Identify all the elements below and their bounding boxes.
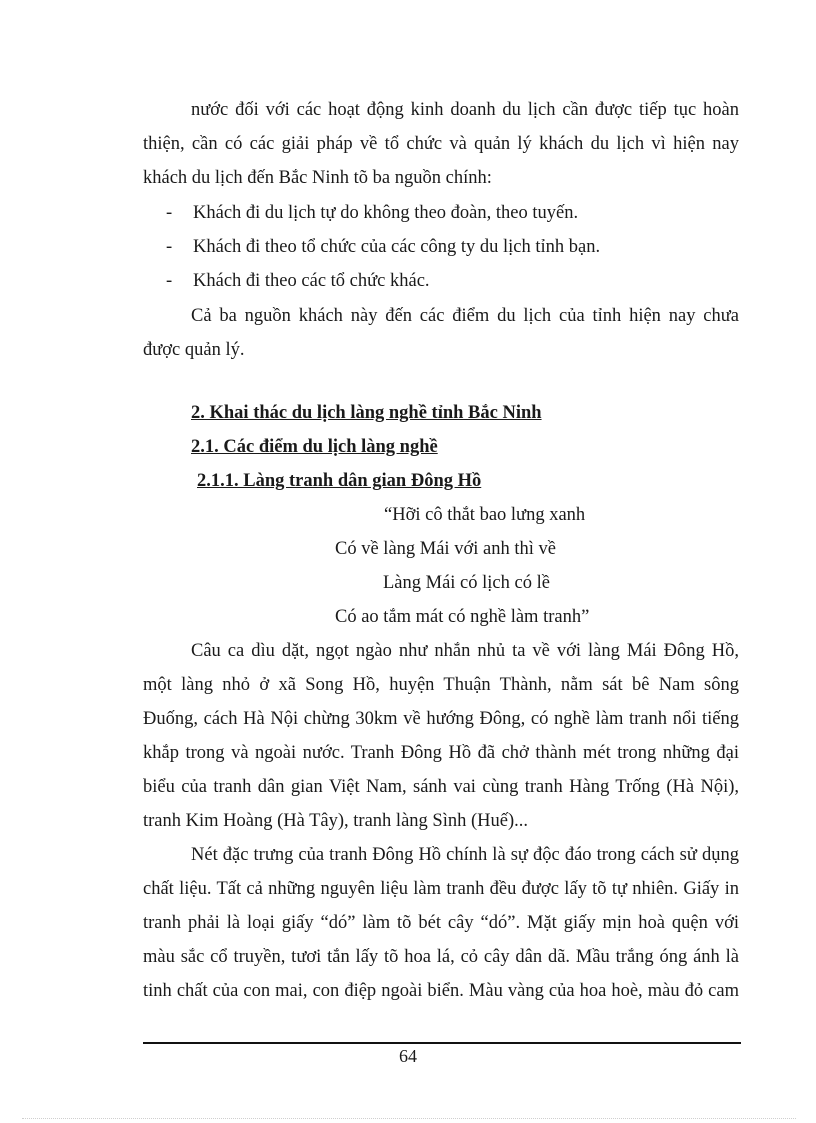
paragraph-line: biểu của tranh dân gian Việt Nam, sánh vai cùng tranh Hàng Trống (Hà Nội), <box>143 777 739 797</box>
paragraph-line: Đuống, cách Hà Nội chừng 30km về hướng Đông, có nghề làm tranh nổi tiếng <box>143 709 739 729</box>
footer-divider <box>143 1042 741 1044</box>
subsection-heading: 2.1. Các điểm du lịch làng nghề <box>191 437 438 457</box>
verse-line: Có về làng Mái với anh thì về <box>335 539 556 559</box>
verse-line: Làng Mái có lịch có lề <box>383 573 550 593</box>
page-number: 64 <box>399 1046 417 1066</box>
page-edge-dotted-line <box>22 1118 796 1119</box>
paragraph-line: chất liệu. Tất cả những nguyên liệu làm tranh đều được lấy tõ tự nhiên. Giấy in <box>143 879 739 899</box>
bullet-item: Khách đi du lịch tự do không theo đoàn, theo tuyến. <box>193 203 579 223</box>
paragraph-line: tinh chất của con mai, con điệp ngoài biển. Màu vàng của hoa hoè, màu đỏ cam <box>143 981 739 1001</box>
bullet-item: Khách đi theo các tổ chức khác. <box>193 271 430 291</box>
bullet-item: Khách đi theo tổ chức của các công ty du lịch tỉnh bạn. <box>193 237 601 257</box>
section-heading: 2. Khai thác du lịch làng nghề tỉnh Bắc Ninh <box>191 403 542 423</box>
paragraph-line: khách du lịch đến Bắc Ninh tõ ba nguồn chính: <box>143 168 492 188</box>
bullet-marker: - <box>166 203 173 223</box>
paragraph-line: Nét đặc trưng của tranh Đông Hồ chính là sự độc đáo trong cách sử dụng <box>191 845 739 865</box>
paragraph-line: màu sắc cổ truyền, tươi tắn lấy tõ hoa lá, cỏ cây dân dã. Mầu trắng óng ánh là <box>143 947 739 967</box>
paragraph-line: Cả ba nguồn khách này đến các điểm du lịch của tỉnh hiện nay chưa <box>191 306 739 326</box>
verse-line: Có ao tắm mát có nghề làm tranh” <box>335 607 590 627</box>
subsubsection-heading: 2.1.1. Làng tranh dân gian Đông Hồ <box>197 471 482 491</box>
paragraph-line: thiện, cần có các giải pháp về tổ chức và quản lý khách du lịch vì hiện nay <box>143 134 739 154</box>
bullet-marker: - <box>166 271 173 291</box>
paragraph-line: Câu ca dìu dặt, ngọt ngào như nhắn nhủ ta về với làng Mái Đông Hồ, <box>191 641 739 661</box>
paragraph-line: khắp trong và ngoài nước. Tranh Đông Hồ đã chở thành mét trong những đại <box>143 743 739 763</box>
paragraph-line: tranh phải là loại giấy “dó” làm tõ bét cây “dó”. Mặt giấy mịn hoà quện với <box>143 913 739 933</box>
paragraph-line: nước đối với các hoạt động kinh doanh du lịch cần được tiếp tục hoàn <box>191 100 739 120</box>
paragraph-line: một làng nhỏ ở xã Song Hồ, huyện Thuận Thành, nằm sát bê Nam sông <box>143 675 739 695</box>
paragraph-line: được quản lý. <box>143 340 245 360</box>
verse-line: “Hỡi cô thắt bao lưng xanh <box>384 505 586 525</box>
paragraph-line: tranh Kim Hoàng (Hà Tây), tranh làng Sình (Huế)... <box>143 811 528 831</box>
bullet-marker: - <box>166 237 173 257</box>
